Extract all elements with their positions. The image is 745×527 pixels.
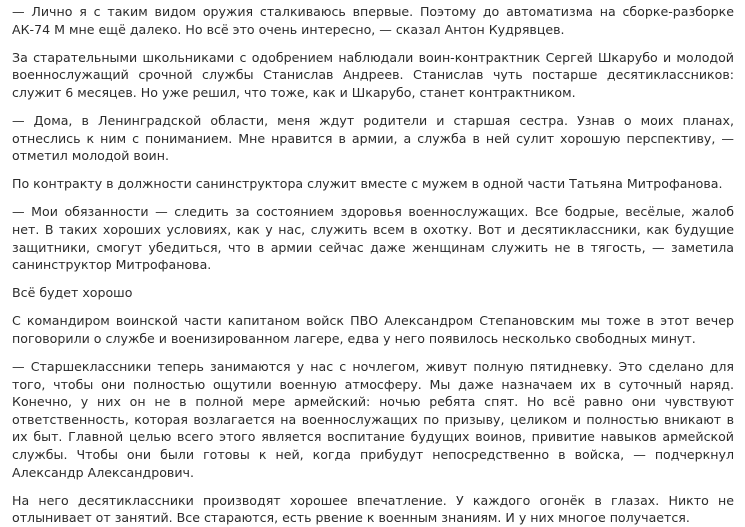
paragraph-observers: За старательными школьниками с одобрением наблюдали воин-контрактник Сергей Шкарубо и молодой военнослужащий срочной службы Станислав Андреев. Станислав чуть постарше десятиклассников: служит 6 месяцев. Но уже решил, что тоже, как и Шкарубо, станет контрактником. bbox=[12, 49, 734, 100]
paragraph-andreev-quote: — Дома, в Ленинградской области, меня ждут родители и старшая сестра. Узнав о моих планах, отнеслись к ним с пониманием. Мне нравится в армии, а служба в ней сулит хорошую перспективу, — отметил молодой воин. bbox=[12, 112, 734, 164]
paragraph-mitrofanova-quote: — Мои обязанности — следить за состоянием здоровья военнослужащих. Все бодрые, весёлые, жалоб нет. В таких хороших условиях, как у нас, служить всем в охотку. Вот и десятиклассники, как будущие защитники, смогут убедиться, что в армии сейчас даже женщинам служить не в тягость, — заметила санинструктор Митрофанова. bbox=[12, 204, 734, 273]
article-body bbox=[12, 0, 734, 527]
section-subheading: Всё будет хорошо bbox=[12, 285, 133, 301]
paragraph-kudryavtsev-quote: — Лично я с таким видом оружия сталкиваюсь впервые. Поэтому до автоматизма на сборке-разборке АК-74 М мне ещё далеко. Но всё это очень интересно, — сказал Антон Кудрявцев. bbox=[12, 4, 734, 37]
paragraph-commander-intro: С командиром воинской части капитаном войск ПВО Александром Степановским мы тоже в этот вечер поговорили о службе и военизированном лагере, едва у него появилось несколько свободных минут. bbox=[12, 313, 734, 346]
paragraph-closing: На него десятиклассники производят хорошее впечатление. У каждого огонёк в глазах. Никто не отлынивает от занятий. Все стараются, есть рвение к военным знаниям. И у них многое получается. bbox=[12, 492, 734, 526]
paragraph-commander-quote: — Старшеклассники теперь занимаются у нас с ночлегом, живут полную пятидневку. Это сделано для того, чтобы они полностью ощутили военную атмосферу. Мы даже назначаем их в суточный наряд. Конечно, у них он не в полной мере армейский: ночью ребята спят. Но всё равно они чувствуют ответственность, которая возлагается на военнослужащих по призыву, целиком и полностью вникают в их быт. Главной целью всего этого является воспитание будущих воинов, привитие навыков армейской службы. Чтобы они были готовы к ней, когда прибудут непосредственно в войска, — подчеркнул Александр Александрович. bbox=[12, 359, 734, 480]
paragraph-mitrofanova-intro: По контракту в должности санинструктора служит вместе с мужем в одной части Татьяна Митрофанова. bbox=[12, 176, 723, 192]
